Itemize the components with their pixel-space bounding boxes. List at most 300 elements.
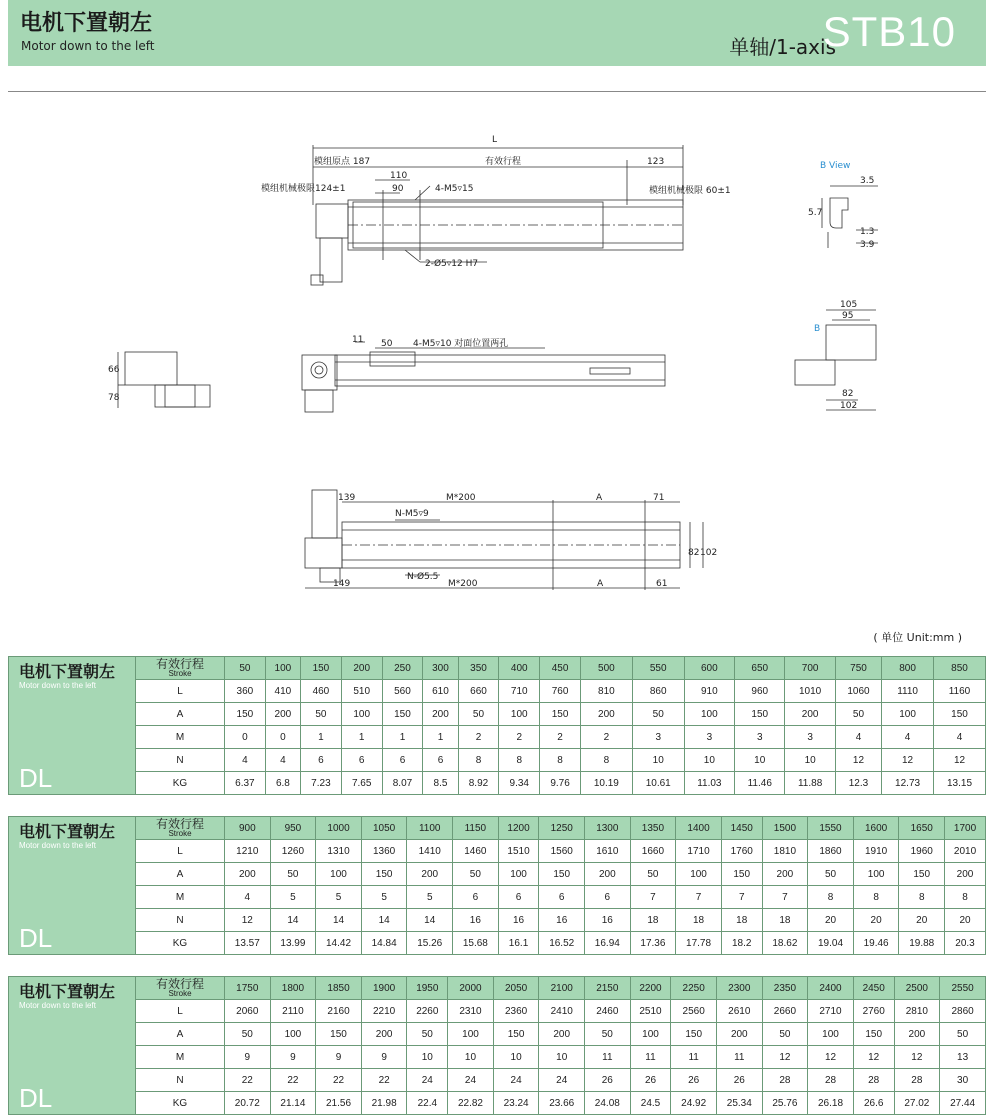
model-name: STB10	[822, 8, 956, 55]
table-cell: KG	[136, 1092, 225, 1115]
table-cell: 24	[407, 1069, 448, 1092]
side-title: 电机下置朝左	[19, 984, 116, 1001]
table-cell: 2560	[671, 1000, 717, 1023]
table-cell: 4	[265, 749, 300, 772]
table-cell: 10	[493, 1046, 539, 1069]
table-cell: 24.5	[630, 1092, 671, 1115]
table-cell: 13.57	[225, 932, 271, 955]
table-cell: 8.5	[423, 772, 458, 795]
table-cell: 100	[882, 703, 934, 726]
table-cell: 350	[458, 657, 499, 680]
table-cell: 610	[423, 680, 458, 703]
dim-n55: N-Ø5.5	[407, 572, 439, 582]
table-cell: 28	[894, 1069, 940, 1092]
table-cell: 200	[785, 703, 835, 726]
dim-110: 110	[390, 171, 408, 181]
table-cell: 2	[458, 726, 499, 749]
table-cell: 8	[899, 886, 945, 909]
stroke-label-zh: 有效行程	[155, 976, 204, 991]
table-cell: 2310	[448, 1000, 494, 1023]
table-cell: 560	[382, 680, 423, 703]
table-cell: 15.26	[407, 932, 453, 955]
table-cell: 3	[632, 726, 684, 749]
table-cell: 23.66	[539, 1092, 585, 1115]
table-cell: 1910	[853, 840, 899, 863]
table-cell: 0	[225, 726, 266, 749]
table-cell: 810	[580, 680, 632, 703]
table-cell: 200	[762, 863, 808, 886]
table-cell: 12	[934, 749, 986, 772]
table-cell: 1960	[899, 840, 945, 863]
table-cell: 8	[580, 749, 632, 772]
stroke-label-zh: 有效行程	[155, 656, 204, 671]
table-cell: 3	[735, 726, 785, 749]
table-cell: 5	[361, 886, 407, 909]
table-cell: 50	[762, 1023, 808, 1046]
table-cell: 1700	[945, 817, 986, 840]
table-cell: 30	[940, 1069, 986, 1092]
table-cell: 800	[882, 657, 934, 680]
table-cell: 360	[225, 680, 266, 703]
table-cell: 22.4	[407, 1092, 448, 1115]
table-cell: 18.62	[762, 932, 808, 955]
dim-A-bottom: A	[597, 579, 604, 589]
table-cell: 2250	[671, 977, 717, 1000]
table-cell: 150	[934, 703, 986, 726]
table-cell: 650	[735, 657, 785, 680]
table-cell: 1550	[808, 817, 854, 840]
table-cell: 50	[453, 863, 499, 886]
table-cell: 50	[225, 657, 266, 680]
table-cell: M	[136, 1046, 225, 1069]
table-cell: 11	[671, 1046, 717, 1069]
table-cell: 8.92	[458, 772, 499, 795]
stroke-label	[136, 977, 225, 1000]
table-cell: 200	[716, 1023, 762, 1046]
table-cell: 1610	[585, 840, 631, 863]
table-cell: 12	[894, 1046, 940, 1069]
table-cell: 12	[853, 1046, 894, 1069]
table-row-N	[9, 909, 986, 932]
table-cell: 9.34	[499, 772, 540, 795]
dim-origin: 模组原点 187	[314, 157, 371, 167]
table-cell: 1350	[630, 817, 676, 840]
table-cell: 16.1	[498, 932, 539, 955]
table-cell: 19.46	[853, 932, 899, 955]
dim-3-9: 3.9	[860, 240, 875, 250]
table-cell: 12.73	[882, 772, 934, 795]
table-cell: 6	[585, 886, 631, 909]
dim-66: 66	[108, 365, 120, 375]
table-cell: 400	[499, 657, 540, 680]
table-cell: 8	[808, 886, 854, 909]
table-cell: 8.07	[382, 772, 423, 795]
table-cell: 100	[676, 863, 722, 886]
row-label: KG	[136, 772, 225, 795]
table-cell: 6.8	[265, 772, 300, 795]
table-cell: L	[136, 1000, 225, 1023]
table-cell: 11.88	[785, 772, 835, 795]
table-cell: 3	[785, 726, 835, 749]
table-cell: 2	[499, 726, 540, 749]
table-cell: 14.42	[316, 932, 362, 955]
table-row-stroke	[9, 977, 986, 1000]
dim-B: B	[814, 324, 821, 334]
table-cell: 2200	[630, 977, 671, 1000]
table-cell: 26.6	[853, 1092, 894, 1115]
table-side	[9, 977, 136, 1115]
table-cell: 5	[316, 886, 362, 909]
table-cell: 1210	[225, 840, 271, 863]
table-cell: 100	[341, 703, 382, 726]
table-cell: 9	[270, 1046, 316, 1069]
table-cell: 3	[684, 726, 734, 749]
dim-82-bottom: 82	[688, 548, 700, 558]
unit-note: ( 单位 Unit:mm )	[873, 631, 962, 644]
table-cell: 9	[316, 1046, 362, 1069]
dim-78: 78	[108, 393, 120, 403]
table-cell: 12	[225, 909, 271, 932]
dim-m200-bottom: M*200	[448, 579, 478, 589]
table-cell: 1950	[407, 977, 448, 1000]
stroke-label	[136, 657, 225, 680]
table-cell: 2760	[853, 1000, 894, 1023]
table-cell: 100	[684, 703, 734, 726]
table-cell: 200	[894, 1023, 940, 1046]
table-cell: 150	[225, 703, 266, 726]
page-title: 电机下置朝左	[20, 11, 153, 36]
table-cell: 1300	[585, 817, 631, 840]
table-cell: 20	[945, 909, 986, 932]
table-cell: 20	[808, 909, 854, 932]
table-cell: 150	[539, 863, 585, 886]
table-cell: 50	[808, 863, 854, 886]
table-cell: 2410	[539, 1000, 585, 1023]
dim-61: 61	[656, 579, 668, 589]
table-cell: 6	[498, 886, 539, 909]
table-cell: 1650	[899, 817, 945, 840]
table-row-L	[9, 1000, 986, 1023]
table-cell: 2260	[407, 1000, 448, 1023]
table-cell: 1660	[630, 840, 676, 863]
table-cell: 200	[225, 863, 271, 886]
table-cell: 10.61	[632, 772, 684, 795]
table-row-stroke	[9, 817, 986, 840]
table-cell: 100	[498, 863, 539, 886]
table-cell: 8	[499, 749, 540, 772]
dim-5-7: 5.7	[808, 208, 823, 218]
table-cell: 10	[448, 1046, 494, 1069]
table-cell: 1450	[721, 817, 762, 840]
page-header	[8, 0, 986, 66]
table-cell: 1050	[361, 817, 407, 840]
table-row-L	[9, 680, 986, 703]
table-cell: 1160	[934, 680, 986, 703]
dim-102-bottom: 102	[700, 548, 718, 558]
table-cell: 1000	[316, 817, 362, 840]
table-cell: 26	[585, 1069, 631, 1092]
table-cell: 410	[265, 680, 300, 703]
table-cell: 20	[899, 909, 945, 932]
table-cell: 1100	[407, 817, 453, 840]
stroke-label-en: Stroke	[168, 988, 192, 998]
dim-82-end: 82	[842, 389, 854, 399]
table-cell: 1900	[361, 977, 407, 1000]
table-cell: L	[136, 840, 225, 863]
table-cell: 17.78	[676, 932, 722, 955]
table-cell: 200	[585, 863, 631, 886]
table-cell: 8	[458, 749, 499, 772]
table-cell: 1200	[498, 817, 539, 840]
table-row-stroke	[9, 657, 986, 680]
table-cell: 50	[407, 1023, 448, 1046]
table-cell: 18.2	[721, 932, 762, 955]
table-cell: 21.98	[361, 1092, 407, 1115]
table-cell: 2610	[716, 1000, 762, 1023]
table-cell: 1250	[539, 817, 585, 840]
table-cell: 1310	[316, 840, 362, 863]
table-cell: 11	[585, 1046, 631, 1069]
table-cell: 8	[853, 886, 899, 909]
table-cell: 1500	[762, 817, 808, 840]
table-cell: 12	[835, 749, 881, 772]
table-cell: 26	[716, 1069, 762, 1092]
table-cell: 2050	[493, 977, 539, 1000]
table-cell: 23.24	[493, 1092, 539, 1115]
table-cell: 710	[499, 680, 540, 703]
table-cell: 200	[341, 657, 382, 680]
dim-139: 139	[338, 493, 356, 503]
table-cell: 150	[853, 1023, 894, 1046]
table-cell: 6	[341, 749, 382, 772]
table-cell: 600	[684, 657, 734, 680]
table-cell: 2300	[716, 977, 762, 1000]
row-label: N	[136, 749, 225, 772]
table-cell: 24.92	[671, 1092, 717, 1115]
table-cell: 100	[630, 1023, 671, 1046]
table-cell: 50	[270, 863, 316, 886]
table-cell: 200	[539, 1023, 585, 1046]
table-cell: 12.3	[835, 772, 881, 795]
table-cell: 7	[721, 886, 762, 909]
table-cell: 1110	[882, 680, 934, 703]
table-cell: 950	[270, 817, 316, 840]
table-cell: 14	[316, 909, 362, 932]
table-cell: 24	[448, 1069, 494, 1092]
table-cell: 2000	[448, 977, 494, 1000]
table-cell: 100	[448, 1023, 494, 1046]
table-cell: 1010	[785, 680, 835, 703]
table-cell: 28	[853, 1069, 894, 1092]
table-cell: 2360	[493, 1000, 539, 1023]
spec-table-2	[8, 816, 986, 955]
table-cell: 510	[341, 680, 382, 703]
table-cell: 4	[225, 886, 271, 909]
table-cell: 100	[853, 863, 899, 886]
dim-102-end: 102	[840, 401, 858, 411]
table-cell: 9	[225, 1046, 271, 1069]
table-cell: 8	[945, 886, 986, 909]
table-cell: 11.03	[684, 772, 734, 795]
table-cell: 2110	[270, 1000, 316, 1023]
page-subtitle: Motor down to the left	[21, 39, 155, 53]
table-cell: 200	[361, 1023, 407, 1046]
dim-71: 71	[653, 493, 665, 503]
table-cell: 10.19	[580, 772, 632, 795]
dim-limit-right: 模组机械极限 60±1	[649, 186, 731, 196]
table-cell: 4	[934, 726, 986, 749]
table-cell: 850	[934, 657, 986, 680]
table-cell: 2460	[585, 1000, 631, 1023]
table-cell: 2500	[894, 977, 940, 1000]
table-cell: 21.56	[316, 1092, 362, 1115]
spec-table-3	[8, 976, 986, 1115]
table-cell: 14	[361, 909, 407, 932]
stroke-label-zh: 有效行程	[155, 816, 204, 831]
technical-drawing	[0, 92, 1000, 637]
table-cell: 18	[762, 909, 808, 932]
table-cell: 7.23	[301, 772, 342, 795]
table-cell: 6	[423, 749, 458, 772]
table-cell: 2450	[853, 977, 894, 1000]
table-cell: 7.65	[341, 772, 382, 795]
table-cell: 500	[580, 657, 632, 680]
table-cell: 1510	[498, 840, 539, 863]
table-row-N	[9, 1069, 986, 1092]
table-cell: 2160	[316, 1000, 362, 1023]
table-cell: 1760	[721, 840, 762, 863]
table-cell: 26	[671, 1069, 717, 1092]
stroke-label	[136, 817, 225, 840]
table-cell: 1800	[270, 977, 316, 1000]
table-cell: 2210	[361, 1000, 407, 1023]
table-cell: 10	[632, 749, 684, 772]
table-cell: 21.14	[270, 1092, 316, 1115]
dim-hole: 2-Ø5▿12 H7	[425, 259, 479, 269]
table-cell: 5	[270, 886, 316, 909]
table-cell: 1	[382, 726, 423, 749]
table-cell: 1	[341, 726, 382, 749]
table-cell: 250	[382, 657, 423, 680]
table-cell: 2	[580, 726, 632, 749]
table-cell: 100	[270, 1023, 316, 1046]
table-cell: 14.84	[361, 932, 407, 955]
stroke-label-en: Stroke	[168, 828, 192, 838]
table-cell: M	[136, 886, 225, 909]
side-code: DL	[19, 763, 53, 793]
table-cell: 22	[225, 1069, 271, 1092]
table-cell: 28	[808, 1069, 854, 1092]
table-cell: 2710	[808, 1000, 854, 1023]
table-cell: 150	[721, 863, 762, 886]
table-cell: 4	[225, 749, 266, 772]
side-title: 电机下置朝左	[19, 664, 116, 681]
table-cell: 9.76	[540, 772, 581, 795]
table-row-A	[9, 863, 986, 886]
table-cell: 12	[808, 1046, 854, 1069]
table-cell: 50	[835, 703, 881, 726]
table-cell: 100	[499, 703, 540, 726]
table-row-M	[9, 886, 986, 909]
table-cell: 50	[301, 703, 342, 726]
table-cell: 16	[498, 909, 539, 932]
table-cell: 50	[585, 1023, 631, 1046]
table-cell: 1750	[225, 977, 271, 1000]
table-cell: 150	[540, 703, 581, 726]
table-cell: 14	[270, 909, 316, 932]
table-cell: 1710	[676, 840, 722, 863]
table-cell: 2810	[894, 1000, 940, 1023]
table-cell: 20.3	[945, 932, 986, 955]
table-cell: 1410	[407, 840, 453, 863]
table-cell: A	[136, 1023, 225, 1046]
table-cell: 150	[899, 863, 945, 886]
table-row-KG	[9, 772, 986, 795]
dim-105: 105	[840, 300, 858, 310]
table-cell: 22	[361, 1069, 407, 1092]
dim-11: 11	[352, 335, 364, 345]
table-row-A	[9, 1023, 986, 1046]
table-cell: 2350	[762, 977, 808, 1000]
table-cell: 200	[423, 703, 458, 726]
table-cell: 16.94	[585, 932, 631, 955]
table-cell: 16	[585, 909, 631, 932]
table-cell: 1260	[270, 840, 316, 863]
table-cell: 11	[716, 1046, 762, 1069]
table-row-KG	[9, 1092, 986, 1115]
table-cell: 150	[361, 863, 407, 886]
table-cell: 450	[540, 657, 581, 680]
row-label: A	[136, 703, 225, 726]
table-row-M	[9, 726, 986, 749]
table-cell: 100	[316, 863, 362, 886]
dim-stroke: 有效行程	[485, 157, 522, 167]
table-cell: 13	[940, 1046, 986, 1069]
table-cell: 6	[382, 749, 423, 772]
table-cell: 100	[808, 1023, 854, 1046]
table-cell: 10	[785, 749, 835, 772]
table-cell: 9	[361, 1046, 407, 1069]
stroke-label-en: Stroke	[168, 668, 192, 678]
side-title: 电机下置朝左	[19, 824, 116, 841]
table-cell: 2100	[539, 977, 585, 1000]
table-cell: 200	[580, 703, 632, 726]
dim-m5-10: 4-M5▿10 对面位置两孔	[413, 339, 509, 349]
table-cell: 2	[540, 726, 581, 749]
table-cell: 150	[671, 1023, 717, 1046]
side-subtitle: Motor down to the left	[19, 1001, 96, 1010]
side-subtitle: Motor down to the left	[19, 841, 96, 850]
table-cell: 18	[630, 909, 676, 932]
dim-149: 149	[333, 579, 351, 589]
table-cell: 1860	[808, 840, 854, 863]
table-cell: 10	[684, 749, 734, 772]
table-cell: 11.46	[735, 772, 785, 795]
table-cell: 900	[225, 817, 271, 840]
dim-A-top: A	[596, 493, 603, 503]
table-cell: 6.37	[225, 772, 266, 795]
table-cell: 1060	[835, 680, 881, 703]
table-cell: 13.99	[270, 932, 316, 955]
table-cell: 6	[301, 749, 342, 772]
table-side	[9, 817, 136, 955]
table-cell: 2060	[225, 1000, 271, 1023]
table-cell: 2860	[940, 1000, 986, 1023]
table-cell: 26	[630, 1069, 671, 1092]
table-row-A	[9, 703, 986, 726]
table-cell: 2550	[940, 977, 986, 1000]
table-cell: 760	[540, 680, 581, 703]
